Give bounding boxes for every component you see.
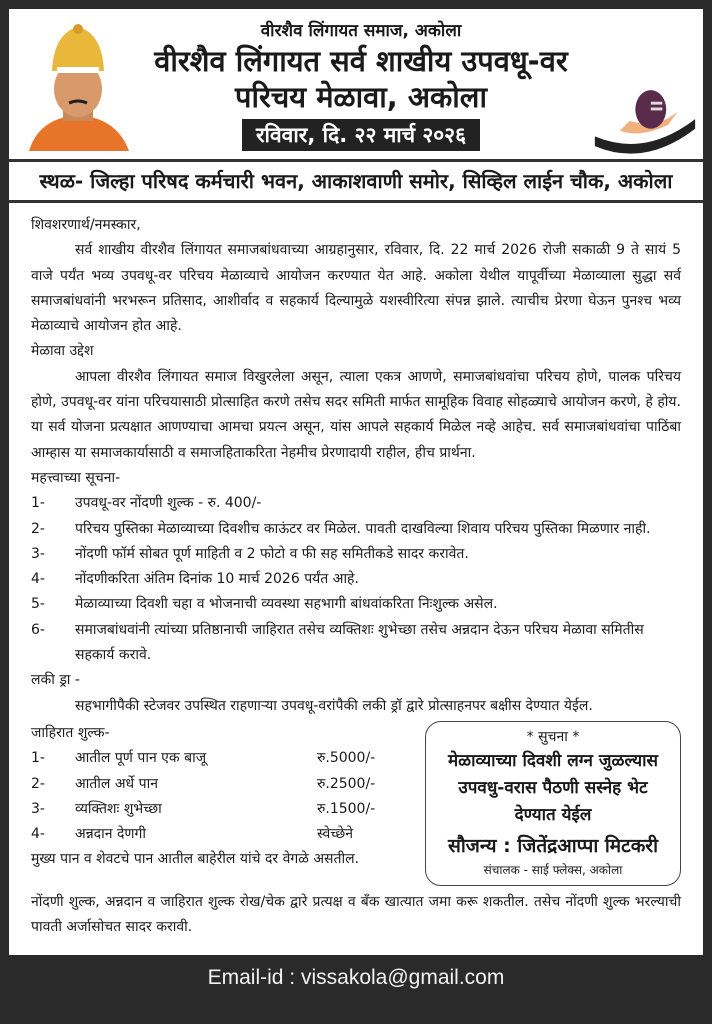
fee-item: आतील अर्धे पान [75, 775, 158, 792]
flyer [9, 9, 703, 955]
fee-amount: रु.1500/- [317, 800, 376, 817]
note-item [31, 542, 681, 567]
event-title [131, 43, 591, 115]
fee-item: व्यक्तिशः शुभेच्छा [75, 800, 162, 817]
fee-amount: रु.5000/- [317, 750, 376, 767]
lucky-draw-paragraph: सहभागीपैकी स्टेजवर उपस्थित राहणाऱ्या उपवधू-वरांपैकी लकी ड्रॉ द्वारे प्रोत्साहनपर बक्षीस देण्यात येईल. [75, 697, 593, 714]
fee-number: 2- [31, 775, 45, 792]
fee-row [31, 797, 413, 822]
lucky-draw-heading: लकी ड्रा - [31, 672, 80, 689]
title-line-2: परिचय मेळावा, अकोला [235, 80, 487, 114]
note-number: 2- [31, 520, 45, 537]
fee-amount: स्वेच्छेने [317, 826, 353, 843]
fee-item: आतील पूर्ण पान एक बाजू [75, 750, 207, 767]
purpose-paragraph: आपला वीरशैव लिंगायत समाज विखुरलेला असून, त्याला एकत्र आणणे, समाजबांधवांचा परिचय होणे, पालक परिचय होणे, उपवधू-वर यांना परिचयासाठी प्रोत्साहित करणे तसेच सदर समिती मार्फत सामूहिक विवाह सोहळ्याचे आयोजन करणे, हे होय. या सर्व योजना प्रत्यक्षात आणण्याचा आमचा प्रयत्न असून, यांस आपले सहकार्य मिळेल नव्हे आहेच. सर्व समाजबांधवांचा पाठिंबा आम्हास या समाजकार्यासाठी व समाजहिताकरिता नेहमीच प्रेरणादायी राहील, हीच प्रार्थना. [31, 368, 681, 461]
notice-line: मेळाव्याच्या दिवशी लग्न जुळल्यास [448, 750, 658, 771]
note-number: 6- [31, 621, 45, 638]
notice-line: देण्यात येईल [514, 804, 592, 825]
event-date: रविवार, दि. २२ मार्च २०२६ [242, 119, 480, 151]
note-item [31, 567, 681, 592]
fee-item: अन्नदान देणगी [75, 826, 147, 843]
fee-amount: रु.2500/- [317, 775, 376, 792]
note-number: 4- [31, 571, 45, 588]
greeting: शिवशरणार्थ/नमस्कार, [31, 217, 141, 233]
note-item [31, 618, 681, 669]
venue: स्थळ- जिल्हा परिषद कर्मचारी भवन, आकाशवाणी समोर, सिव्हिल लाईन चौक, अकोला [39, 169, 673, 193]
fee-number: 1- [31, 750, 45, 767]
organization-name: वीरशैव लिंगायत समाज, अकोला [260, 21, 462, 41]
title-line-1: वीरशैव लिंगायत सर्व शाखीय उपवधू-वर [154, 44, 568, 78]
notice-line: उपवधु-वरास पैठणी सस्नेह भेट [458, 777, 648, 798]
fee-row [31, 822, 413, 847]
note-text: परिचय पुस्तिका मेळाव्याच्या दिवशीच काऊंटर वर मिळेल. पावती दाखविल्या शिवाय परिचय पुस्तिका मिळणार नाही. [75, 520, 651, 537]
letter-body [9, 203, 703, 941]
header [9, 9, 703, 159]
note-number: 5- [31, 596, 45, 613]
note-text: नोंदणीकरिता अंतिम दिनांक 10 मार्च 2026 पर्यंत आहे. [75, 571, 359, 588]
saint-portrait-image [19, 23, 137, 151]
fees-heading: जाहिरात शुल्क- [31, 724, 110, 741]
note-number: 3- [31, 545, 45, 562]
fee-row [31, 746, 413, 771]
note-text: उपवधू-वर नोंदणी शुल्क - रु. 400/- [75, 495, 262, 512]
fee-number: 4- [31, 826, 45, 843]
payment-note: नोंदणी शुल्क, अन्नदान व जाहिरात शुल्क रोख/चेक द्वारे प्रत्यक्ष व बँक खात्यात जमा करू शकतील. तसेच नोंदणी शुल्क भरल्याची पावती अर्जासोचत सादर करावी. [31, 893, 681, 936]
footer-email: Email-id : vissakola@gmail.com [207, 965, 505, 989]
notice-courtesy: सौजन्य : जितेंद्रआप्पा मिटकरी [448, 834, 658, 857]
note-text: मेळाव्याच्या दिवशी चहा व भोजनाची व्यवस्था सहभागी बांधवांकरिता निःशुल्क असेल. [75, 596, 498, 613]
fees-note: मुख्य पान व शेवटचे पान आतील बाहेरील यांचे दर वेगळे असतील. [31, 851, 360, 868]
notice-box [425, 721, 681, 886]
notice-sponsor: संचालक - साई फ्लेक्स, अकोला [483, 862, 623, 877]
note-number: 1- [31, 495, 45, 512]
note-text: समाजबांधवांनी त्यांच्या प्रतिष्ठानाची जाहिरात तसेच व्यक्तिशः शुभेच्छा तसेच अन्नदान देऊन परिचय मेळावा समितीस सहकार्य करावे. [75, 621, 644, 664]
notice-heading: * सुचना * [526, 728, 580, 745]
intro-paragraph: सर्व शाखीय वीरशैव लिंगायत समाजबांधवाच्या आग्रहानुसार, रविवार, दि. 22 मार्च 2026 रोजी सकाळी 9 ते सायं 5 वाजे पर्यंत भव्य उपवधू-वर परिचय मेळाव्याचे आयोजन करण्यात येत आहे. अकोला येथील यापूर्वीच्या मेळाव्याला सुद्धा सर्व समाजबांधवांनी भरभरून प्रतिसाद, आशीर्वाद व सहकार्य दिल्यामुळे यशस्वीरित्या संपन्न झाले. त्याचीच प्रेरणा घेऊन पुनश्च भव्य मेळाव्याचे आयोजन होत आहे. [31, 242, 681, 335]
purpose-heading: मेळावा उद्देश [31, 343, 94, 360]
lingam-hand-logo [591, 81, 699, 161]
fees-section [31, 721, 413, 873]
fees-and-notice [31, 721, 681, 886]
note-text: नोंदणी फॉर्म सोबत पूर्ण माहिती व 2 फोटो व फी सह समितीकडे सादर करावेत. [75, 545, 469, 562]
note-item [31, 517, 681, 542]
fee-row [31, 772, 413, 797]
fee-number: 3- [31, 800, 45, 817]
note-item [31, 491, 681, 516]
note-item [31, 592, 681, 617]
notes-heading: महत्त्वाच्या सूचना- [31, 469, 121, 486]
